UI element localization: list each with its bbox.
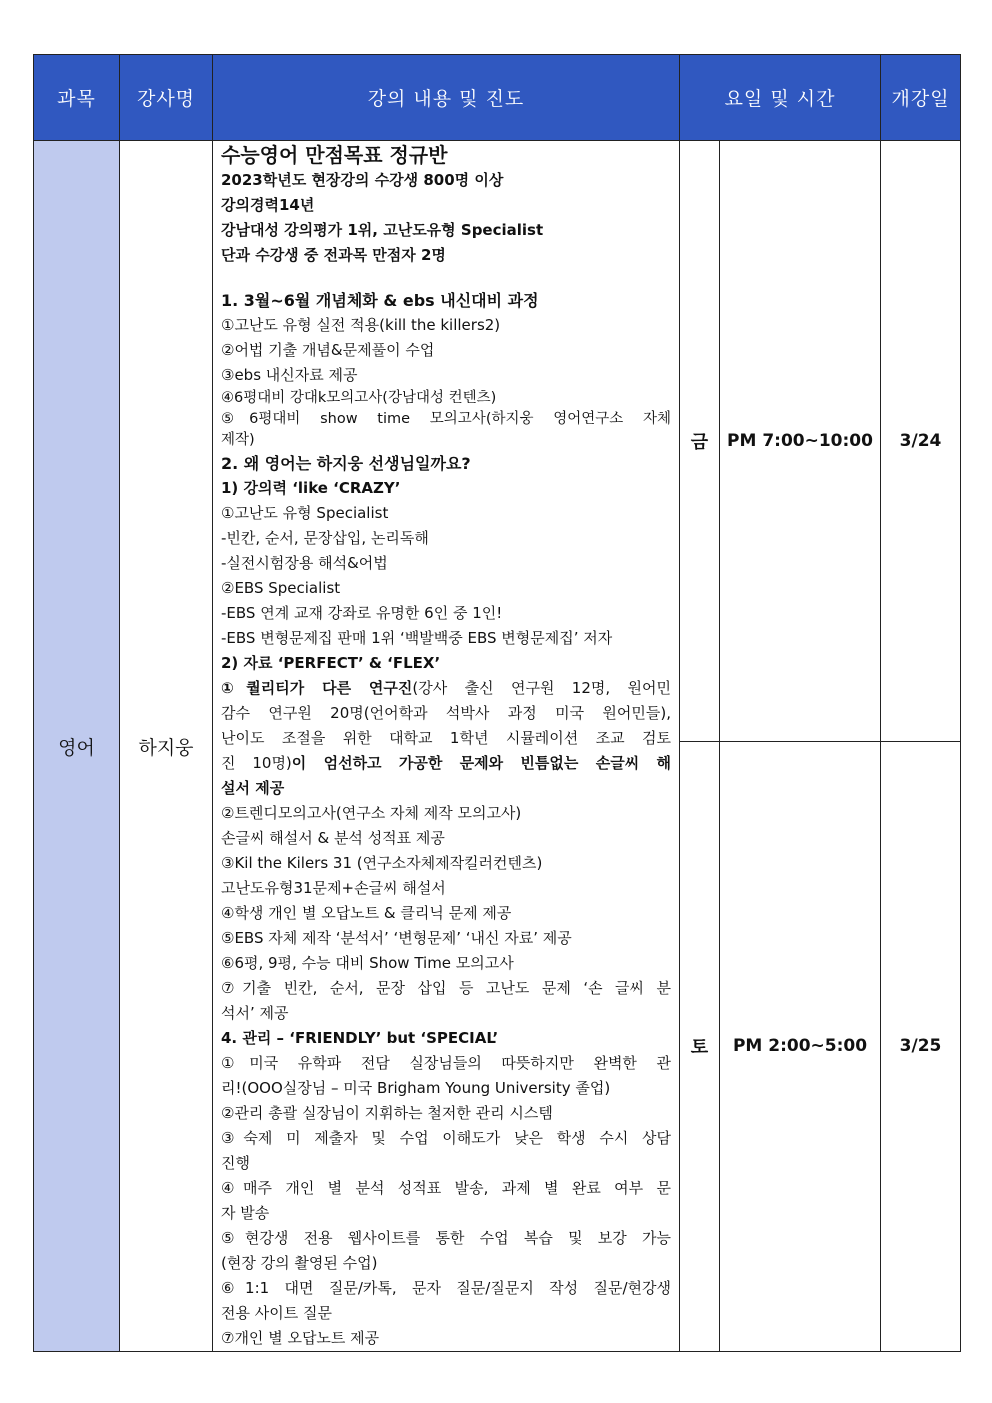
list-item: ④매주 개인 별 분석 성적표 발송, 과제 별 완료 여부 문 (221, 1179, 671, 1197)
list-item: ⑤현강생 전용 웹사이트를 통한 수업 복습 및 보강 가능 (221, 1229, 671, 1247)
list-item: ②관리 총괄 실장님이 지휘하는 철저한 관리 시스템 (221, 1104, 553, 1122)
list-item: 전용 사이트 질문 (221, 1304, 332, 1322)
list-item: 난이도 조절을 위한 대학교 1학년 시뮬레이션 조교 검토 (221, 729, 671, 747)
intro-line: 단과 수강생 중 전과목 만점자 2명 (221, 246, 446, 264)
header-schedule: 요일 및 시간 (680, 55, 881, 141)
list-item: ⑥1:1 대면 질문/카톡, 문자 질문/질문지 작성 질문/현강생 (221, 1279, 671, 1297)
list-item: 진행 (221, 1154, 250, 1172)
intro-line: 2023학년도 현장강의 수강생 800명 이상 (221, 171, 504, 189)
list-item: -EBS 연계 교재 강좌로 유명한 6인 중 1인! (221, 604, 503, 622)
header-row (34, 55, 961, 141)
subsection-title: 2) 자료 ‘PERFECT’ & ‘FLEX’ (221, 654, 441, 672)
list-item (221, 751, 671, 776)
list-item: ⑦기출 빈칸, 순서, 문장 삽입 등 고난도 문제 ‘손 글씨 분 (221, 979, 671, 997)
header-start-date: 개강일 (881, 55, 961, 141)
list-item: ①고난도 유형 Specialist (221, 504, 389, 522)
list-item: ②트렌디모의고사(연구소 자체 제작 모의고사) (221, 804, 522, 822)
table-row (34, 141, 961, 742)
content-cell (213, 141, 680, 1352)
section-title: 2. 왜 영어는 하지웅 선생님일까요? (221, 454, 471, 473)
list-item: -EBS 변형문제집 판매 1위 ‘백발백중 EBS 변형문제집’ 저자 (221, 629, 613, 647)
session-day: 토 (680, 741, 720, 1351)
list-item: 석서’ 제공 (221, 1004, 289, 1022)
list-item: 제작) (221, 432, 255, 448)
list-item: (현장 강의 촬영된 수업) (221, 1254, 378, 1272)
list-item: 자 발송 (221, 1204, 270, 1222)
spacer (221, 268, 671, 288)
course-title: 수능영어 만점목표 정규반 (221, 143, 448, 167)
section-title: 1. 3월~6월 개념체화 & ebs 내신대비 과정 (221, 291, 539, 310)
list-item: ⑤EBS 자체 제작 ‘분석서’ ‘변형문제’ ‘내신 자료’ 제공 (221, 929, 572, 947)
list-item: ⑦개인 별 오답노트 제공 (221, 1329, 380, 1347)
list-item: ③Kil the Kilers 31 (연구소자체제작킬러컨텐츠) (221, 854, 543, 872)
list-item: ④학생 개인 별 오답노트 & 클리닉 문제 제공 (221, 904, 512, 922)
bold-text: 이 엄선하고 가공한 문제와 빈틈없는 손글씨 해 (291, 754, 671, 772)
lecture-table (33, 54, 961, 1352)
list-item: ①미국 유학파 전담 실장님들의 따뜻하지만 완벽한 관 (221, 1054, 671, 1072)
list-item: -빈칸, 순서, 문장삽입, 논리독해 (221, 529, 429, 547)
session-start-date: 3/25 (881, 741, 961, 1351)
list-item: 고난도유형31문제+손글씨 해설서 (221, 879, 446, 897)
session-start-date: 3/24 (881, 141, 961, 742)
instructor-cell: 하지웅 (120, 141, 213, 1352)
subject-cell: 영어 (34, 141, 120, 1352)
session-day: 금 (680, 141, 720, 742)
intro-line: 강의경력14년 (221, 196, 315, 214)
header-instructor: 강사명 (120, 55, 213, 141)
header-content: 강의 내용 및 진도 (213, 55, 680, 141)
intro-line: 강남대성 강의평가 1위, 고난도유형 Specialist (221, 221, 544, 239)
session-time: PM 7:00~10:00 (720, 141, 881, 742)
list-item (221, 676, 671, 701)
bold-text: ①퀄리티가 다른 연구진 (221, 679, 413, 697)
list-item: ②EBS Specialist (221, 579, 341, 597)
list-item: ③ebs 내신자료 제공 (221, 366, 358, 384)
list-item: 리!(OOO실장님 – 미국 Brigham Young University 졸업) (221, 1079, 611, 1097)
header-subject: 과목 (34, 55, 120, 141)
list-item: ①고난도 유형 실전 적용(kill the killers2) (221, 316, 501, 334)
list-item: 설서 제공 (221, 779, 285, 797)
list-item: ⑤6평대비 show time 모의고사(하지웅 영어연구소 자체 (221, 411, 671, 427)
list-item: ⑥6평, 9평, 수능 대비 Show Time 모의고사 (221, 954, 514, 972)
list-item: -실전시험장용 해석&어법 (221, 554, 388, 572)
list-item: ④6평대비 강대k모의고사(강남대성 컨텐츠) (221, 390, 497, 406)
list-item: 감수 연구원 20명(언어학과 석박사 과정 미국 원어민들), (221, 704, 671, 722)
list-item: ②어법 기출 개념&문제풀이 수업 (221, 341, 435, 359)
text: (강사 출신 연구원 12명, 원어민 (412, 679, 671, 697)
list-item: 손글씨 해설서 & 분석 성적표 제공 (221, 829, 445, 847)
subsection-title: 1) 강의력 ‘like ‘CRAZY’ (221, 479, 401, 497)
session-time: PM 2:00~5:00 (720, 741, 881, 1351)
section-title: 4. 관리 – ‘FRIENDLY’ but ‘SPECIAL’ (221, 1029, 499, 1047)
text: 진 10명) (221, 754, 292, 772)
list-item: ③숙제 미 제출자 및 수업 이해도가 낮은 학생 수시 상담 (221, 1129, 671, 1147)
